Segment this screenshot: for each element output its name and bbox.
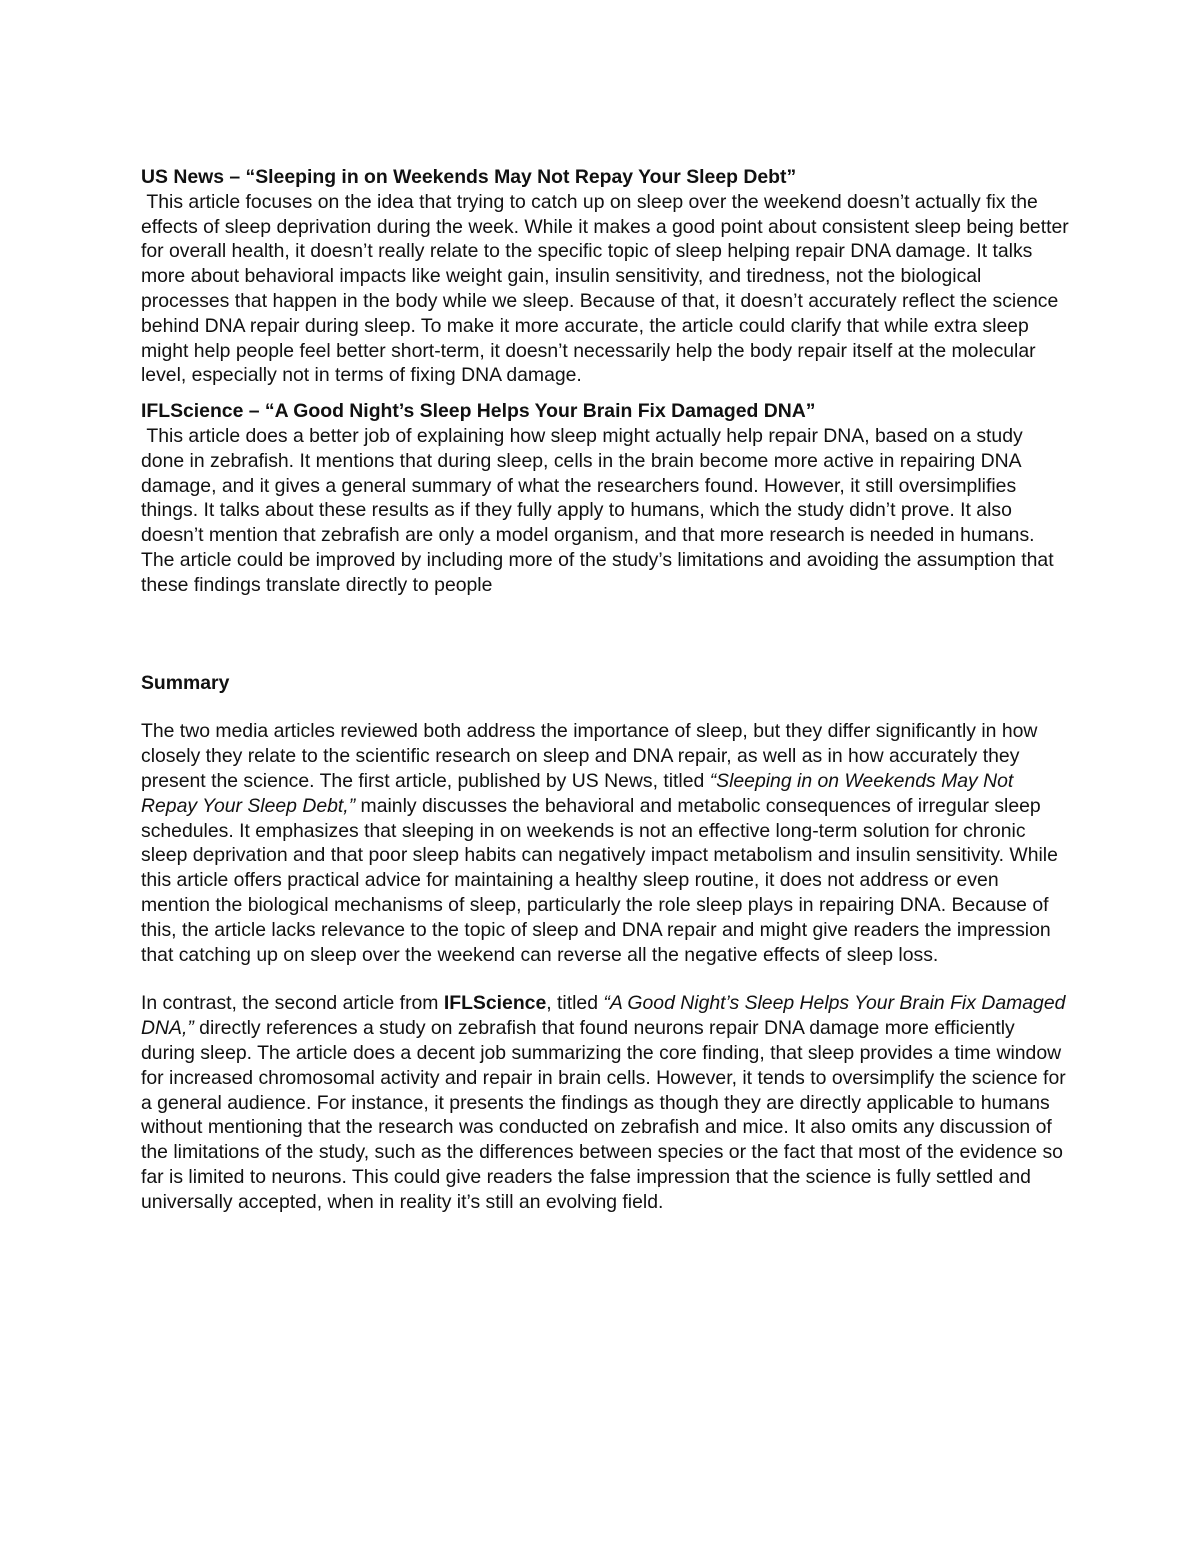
summary-p1-italic-title: “Sleeping in on Weekends May Not Repay Your Sleep Debt,” — [141, 769, 1014, 817]
summary-p2-bold-source: IFLScience — [443, 992, 547, 1015]
section-body-iflscience: This article does a better job of explaining how sleep might actually help repair DNA, based on a study done in zebrafish. It mentions that during sleep, cells in the brain become more active in repairing DNA damage, and it gives a general summary of what the researchers found. However, it still oversimplifies things. It talks about these results as if they fully apply to humans, which the study didn’t prove. It also doesn’t mention that zebrafish are only a model organism, and that more research is needed in humans. The article could be improved by including more of the study’s limitations and avoiding the assumption that these findings translate directly to people — [141, 424, 1059, 596]
summary-paragraph-2 — [141, 991, 1071, 1214]
section-body-us-news: This article focuses on the idea that trying to catch up on sleep over the weekend doesn’t actually fix the effects of sleep deprivation during the week. While it makes a good point about consistent sleep being better for overall health, it doesn’t really relate to the specific topic of sleep helping repair DNA damage. It talks more about behavioral impacts like weight gain, insulin sensitivity, and tiredness, not the biological processes that happen in the body while we sleep. Because of that, it doesn’t accurately reflect the science behind DNA repair during sleep. To make it more accurate, the article could clarify that while extra sleep might help people feel better short-term, it doesn’t necessarily help the body repair itself at the molecular level, especially not in terms of fixing DNA damage. — [141, 190, 1075, 387]
spacer — [141, 388, 1071, 399]
summary-p1-text-b: mainly discusses the behavioral and metabolic consequences of irregular sleep schedules. It emphasizes that sleeping in on weekends is not an effective long-term solution for chronic sleep deprivation and that poor sleep habits can negatively impact metabolism and insulin sensitivity. While this article offers practical advice for maintaining a healthy sleep routine, it does not address or even mention the biological mechanisms of sleep, particularly the role sleep plays in repairing DNA. Because of this, the article lacks relevance to the topic of sleep and DNA repair and might give readers the impression that catching up on sleep over the weekend can reverse all the negative effects of sleep loss. — [141, 794, 1058, 966]
summary-p1-text-a: The two media articles reviewed both address the importance of sleep, but they differ significantly in how closely they relate to the scientific research on sleep and DNA repair, as well as in how accurately they present the science. The first article, published by US News, titled — [141, 720, 1038, 792]
spacer — [141, 695, 1071, 719]
summary-heading: Summary — [141, 671, 230, 694]
summary-paragraph-1 — [141, 719, 1071, 967]
section-title-iflscience: IFLScience – “A Good Night’s Sleep Helps Your Brain Fix Damaged DNA” — [141, 400, 816, 423]
section-title-us-news: US News – “Sleeping in on Weekends May Not Repay Your Sleep Debt” — [141, 166, 797, 188]
summary-p2-italic-title: “A Good Night’s Sleep Helps Your Brain Fix Damaged DNA,” — [141, 992, 1066, 1040]
document-page — [141, 165, 1075, 1214]
summary-p2-text-b: , titled — [546, 992, 604, 1015]
summary-p2-text-a: In contrast, the second article from — [141, 992, 444, 1015]
spacer — [141, 967, 1071, 991]
summary-p2-text-c: directly references a study on zebrafish that found neurons repair DNA damage more efficiently during sleep. The article does a decent job summarizing the core finding, that sleep provides a time window for increased chromosomal activity and repair in brain cells. However, it tends to oversimplify the science for a general audience. For instance, it presents the findings as though they are directly applicable to humans without mentioning that the research was conducted on zebrafish and mice. It also omits any discussion of the limitations of the study, such as the differences between species or the fact that most of the evidence so far is limited to neurons. This could give readers the false impression that the science is fully settled and universally accepted, when in reality it’s still an evolving field. — [141, 1017, 1066, 1213]
spacer — [141, 598, 1071, 671]
